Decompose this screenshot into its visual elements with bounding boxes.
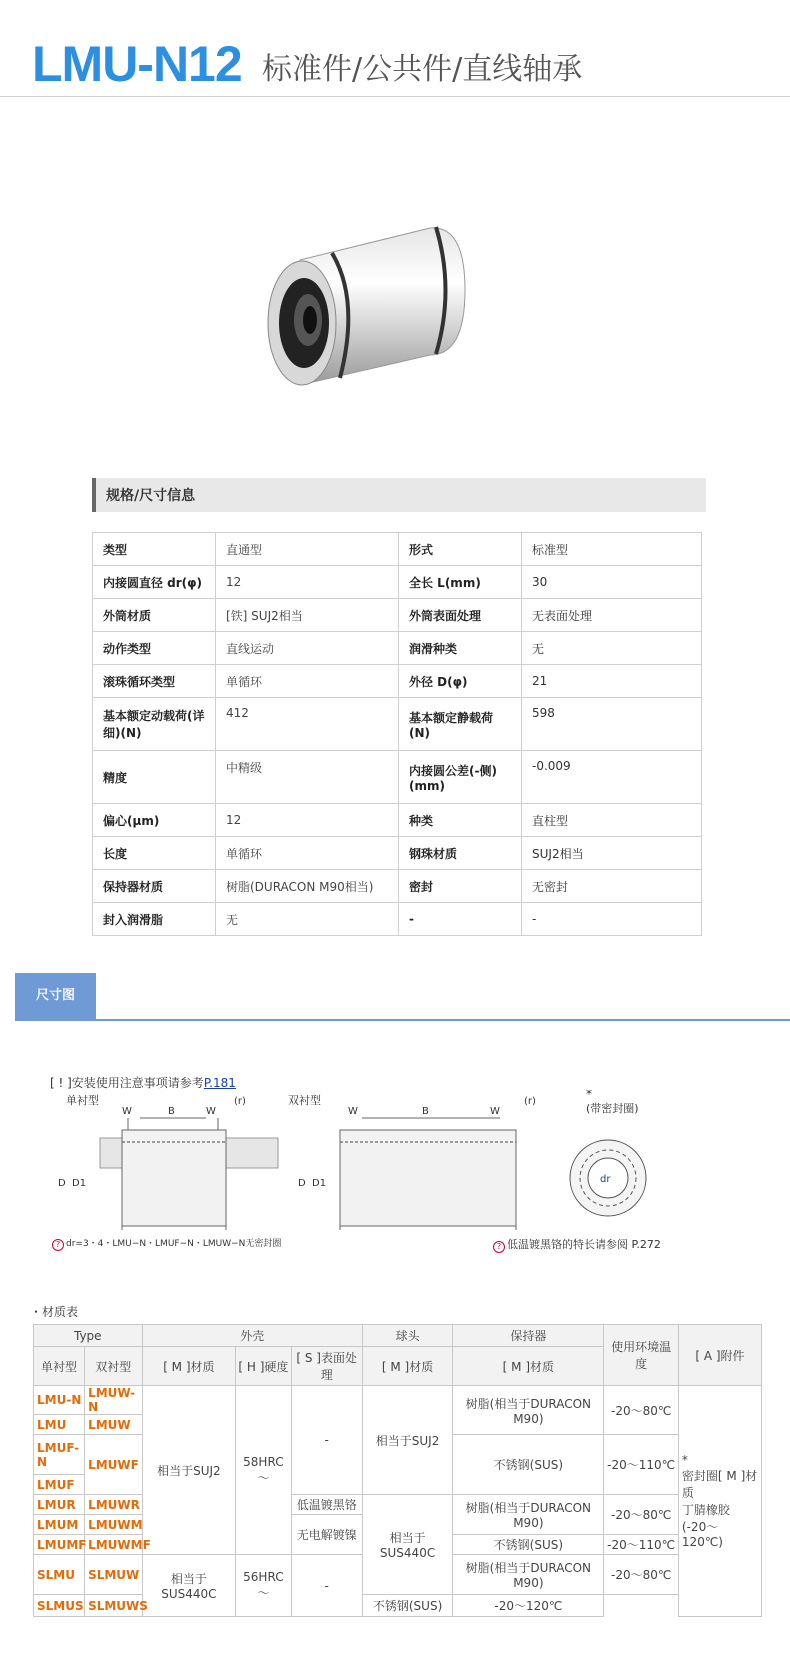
temp-range: -20～80℃ bbox=[604, 1495, 679, 1535]
th-double: 双衬型 bbox=[85, 1347, 142, 1386]
spec-key: - bbox=[399, 903, 522, 936]
footnote-right bbox=[493, 1236, 661, 1253]
spec-row bbox=[93, 599, 702, 632]
dim-w-left: W bbox=[122, 1106, 132, 1117]
retainer-material: 树脂(相当于DURACON M90) bbox=[453, 1495, 604, 1535]
model-double: LMUWF bbox=[85, 1435, 142, 1495]
spec-row bbox=[93, 566, 702, 599]
spec-key: 内接圆直径 dr(φ) bbox=[93, 566, 216, 599]
model-double: SLMUW bbox=[85, 1555, 142, 1595]
spec-row bbox=[93, 837, 702, 870]
th-temp: 使用环境温度 bbox=[604, 1325, 679, 1386]
spec-row bbox=[93, 751, 702, 804]
dim-w-right: W bbox=[206, 1106, 216, 1117]
single-type-label: 单衬型 bbox=[66, 1094, 99, 1107]
spec-key: 基本额定动载荷(详细)(N) bbox=[93, 698, 216, 751]
install-note bbox=[50, 1074, 236, 1091]
spec-key: 类型 bbox=[93, 533, 216, 566]
spec-value: 30 bbox=[522, 566, 702, 599]
spec-row bbox=[93, 870, 702, 903]
spec-value: 单循环 bbox=[216, 665, 399, 698]
temp-range: -20～80℃ bbox=[604, 1386, 679, 1435]
footnote-left-text: dr=3・4・LMU−N・LMUF−N・LMUW−N无密封圈 bbox=[66, 1239, 282, 1249]
model-single: LMU-N bbox=[34, 1386, 85, 1415]
spec-table bbox=[92, 532, 702, 936]
th-ball: 球头 bbox=[362, 1325, 452, 1347]
hardness: 56HRC～ bbox=[236, 1555, 291, 1617]
th-surface: [ S ]表面处理 bbox=[291, 1347, 362, 1386]
temp-range: -20～110℃ bbox=[604, 1535, 679, 1555]
spec-key: 外筒材质 bbox=[93, 599, 216, 632]
spec-value: 直线运动 bbox=[216, 632, 399, 665]
spec-key: 动作类型 bbox=[93, 632, 216, 665]
dim-w-left-2: W bbox=[348, 1106, 358, 1117]
page-header bbox=[0, 0, 790, 97]
spec-value: - bbox=[522, 903, 702, 936]
temp-range: -20～80℃ bbox=[604, 1555, 679, 1595]
spec-value: 树脂(DURACON M90相当) bbox=[216, 870, 399, 903]
dimension-drawing bbox=[40, 1090, 700, 1230]
surface-treatment: - bbox=[291, 1386, 362, 1495]
spec-row bbox=[93, 698, 702, 751]
spec-value: 21 bbox=[522, 665, 702, 698]
spec-key: 密封 bbox=[399, 870, 522, 903]
spec-key: 全长 L(mm) bbox=[399, 566, 522, 599]
th-retainer-material: [ M ]材质 bbox=[453, 1347, 604, 1386]
dimension-tab-bar bbox=[15, 973, 790, 1021]
footnote-right-text: 低温镀黑铬的特长请参阅 P.272 bbox=[507, 1238, 661, 1251]
material-table-title: ・材质表 bbox=[30, 1305, 79, 1319]
ball-material: 相当于SUS440C bbox=[362, 1495, 452, 1595]
spec-value: 598 bbox=[522, 698, 702, 751]
spec-key: 滚珠循环类型 bbox=[93, 665, 216, 698]
accessory-temp: (-20～120℃) bbox=[681, 1520, 723, 1549]
spec-value: 中精级 bbox=[216, 751, 399, 804]
spec-key: 形式 bbox=[399, 533, 522, 566]
surface-treatment: - bbox=[291, 1555, 362, 1617]
single-type-drawing bbox=[100, 1118, 278, 1230]
spec-key: 保持器材质 bbox=[93, 870, 216, 903]
model-single: LMU bbox=[34, 1415, 85, 1435]
dim-b: B bbox=[168, 1106, 175, 1117]
spec-value: [铁] SUJ2相当 bbox=[216, 599, 399, 632]
model-single: SLMUS bbox=[34, 1595, 85, 1617]
retainer-material: 不锈钢(SUS) bbox=[453, 1535, 604, 1555]
spec-key: 钢珠材质 bbox=[399, 837, 522, 870]
th-hardness: [ H ]硬度 bbox=[236, 1347, 291, 1386]
accessory-star: * bbox=[681, 1453, 688, 1467]
spec-row bbox=[93, 804, 702, 837]
spec-key: 润滑种类 bbox=[399, 632, 522, 665]
dim-w-right-2: W bbox=[490, 1106, 500, 1117]
surface-treatment: 低温镀黑铬 bbox=[291, 1495, 362, 1515]
spec-key: 外径 D(φ) bbox=[399, 665, 522, 698]
model-double: LMUWM bbox=[85, 1515, 142, 1535]
spec-value: 无密封 bbox=[522, 870, 702, 903]
spec-value: 直通型 bbox=[216, 533, 399, 566]
dim-dr: dr bbox=[600, 1174, 611, 1185]
spec-key: 封入润滑脂 bbox=[93, 903, 216, 936]
accessory-text: 密封圈[ M ]材质 bbox=[681, 1469, 758, 1500]
install-note-text: [ ! ]安装使用注意事项请参考 bbox=[50, 1076, 204, 1090]
th-outer-material: [ M ]材质 bbox=[142, 1347, 236, 1386]
product-photo bbox=[260, 220, 500, 420]
warning-icon: ? bbox=[493, 1241, 505, 1253]
spec-value: 12 bbox=[216, 566, 399, 599]
spec-value: 无表面处理 bbox=[522, 599, 702, 632]
spec-row bbox=[93, 533, 702, 566]
model-double: LMUWMF bbox=[85, 1535, 142, 1555]
install-note-link[interactable]: P.181 bbox=[203, 1076, 236, 1090]
spec-key: 基本额定静载荷(N) bbox=[399, 698, 522, 751]
accessory-rubber: 丁腈橡胶 bbox=[681, 1503, 730, 1517]
model-double: LMUW bbox=[85, 1415, 142, 1435]
hardness: 58HRC～ bbox=[236, 1386, 291, 1555]
th-retainer: 保持器 bbox=[453, 1325, 604, 1347]
th-single: 单衬型 bbox=[34, 1347, 85, 1386]
product-code: LMU-N12 bbox=[32, 36, 242, 92]
spec-key: 内接圆公差(-侧)(mm) bbox=[399, 751, 522, 804]
model-double: SLMUWS bbox=[85, 1595, 142, 1617]
spec-key: 精度 bbox=[93, 751, 216, 804]
model-single: LMUR bbox=[34, 1495, 85, 1515]
seal-label: (带密封圈) bbox=[586, 1102, 639, 1115]
spec-row bbox=[93, 903, 702, 936]
dim-d1-2: D1 bbox=[312, 1178, 327, 1189]
spec-key: 外筒表面处理 bbox=[399, 599, 522, 632]
th-accessory: [ A ]附件 bbox=[678, 1325, 761, 1386]
spec-row bbox=[93, 665, 702, 698]
retainer-material: 树脂(相当于DURACON M90) bbox=[453, 1555, 604, 1595]
th-type: Type bbox=[34, 1325, 143, 1347]
dim-r-2: (r) bbox=[524, 1096, 536, 1107]
dim-d-2: D bbox=[298, 1178, 306, 1189]
th-ball-material: [ M ]材质 bbox=[362, 1347, 452, 1386]
dim-d: D bbox=[58, 1178, 66, 1189]
model-single: LMUF bbox=[34, 1475, 85, 1495]
spec-section-title: 规格/尺寸信息 bbox=[106, 488, 196, 504]
dim-d1: D1 bbox=[72, 1178, 87, 1189]
double-type-drawing bbox=[340, 1118, 516, 1230]
double-type-label: 双衬型 bbox=[288, 1094, 321, 1107]
spec-value: 标准型 bbox=[522, 533, 702, 566]
dim-r: (r) bbox=[234, 1096, 246, 1107]
spec-value: 412 bbox=[216, 698, 399, 751]
spec-value: 12 bbox=[216, 804, 399, 837]
product-category: 标准件/公共件/直线轴承 bbox=[262, 52, 583, 87]
material-table bbox=[33, 1324, 762, 1617]
temp-range: -20～120℃ bbox=[453, 1595, 604, 1617]
footnote-left bbox=[52, 1236, 281, 1251]
retainer-material: 树脂(相当于DURACON M90) bbox=[453, 1386, 604, 1435]
spec-key: 偏心(μm) bbox=[93, 804, 216, 837]
outer-material: 相当于SUS440C bbox=[142, 1555, 236, 1617]
ball-material: 相当于SUJ2 bbox=[362, 1386, 452, 1495]
retainer-material: 不锈钢(SUS) bbox=[362, 1595, 452, 1617]
model-double: LMUWR bbox=[85, 1495, 142, 1515]
temp-range: -20～110℃ bbox=[604, 1435, 679, 1495]
dim-b-2: B bbox=[422, 1106, 429, 1117]
retainer-material: 不锈钢(SUS) bbox=[453, 1435, 604, 1495]
spec-value: 无 bbox=[216, 903, 399, 936]
model-single: LMUMF bbox=[34, 1535, 85, 1555]
model-single: LMUF-N bbox=[34, 1435, 85, 1475]
spec-value: -0.009 bbox=[522, 751, 702, 804]
spec-section-header bbox=[92, 478, 706, 512]
spec-value: 单循环 bbox=[216, 837, 399, 870]
spec-value: SUJ2相当 bbox=[522, 837, 702, 870]
spec-row bbox=[93, 632, 702, 665]
spec-value: 直柱型 bbox=[522, 804, 702, 837]
model-single: LMUM bbox=[34, 1515, 85, 1535]
model-double: LMUW-N bbox=[85, 1386, 142, 1415]
surface-treatment: 无电解镀镍 bbox=[291, 1515, 362, 1555]
seal-star: * bbox=[586, 1090, 592, 1101]
tab-dimension-drawing[interactable]: 尺寸图 bbox=[15, 973, 96, 1019]
spec-value: 无 bbox=[522, 632, 702, 665]
spec-key: 种类 bbox=[399, 804, 522, 837]
spec-key: 长度 bbox=[93, 837, 216, 870]
th-outer: 外壳 bbox=[142, 1325, 362, 1347]
accessory-cell bbox=[678, 1386, 761, 1617]
model-single: SLMU bbox=[34, 1555, 85, 1595]
warning-icon: ? bbox=[52, 1239, 64, 1251]
outer-material: 相当于SUJ2 bbox=[142, 1386, 236, 1555]
